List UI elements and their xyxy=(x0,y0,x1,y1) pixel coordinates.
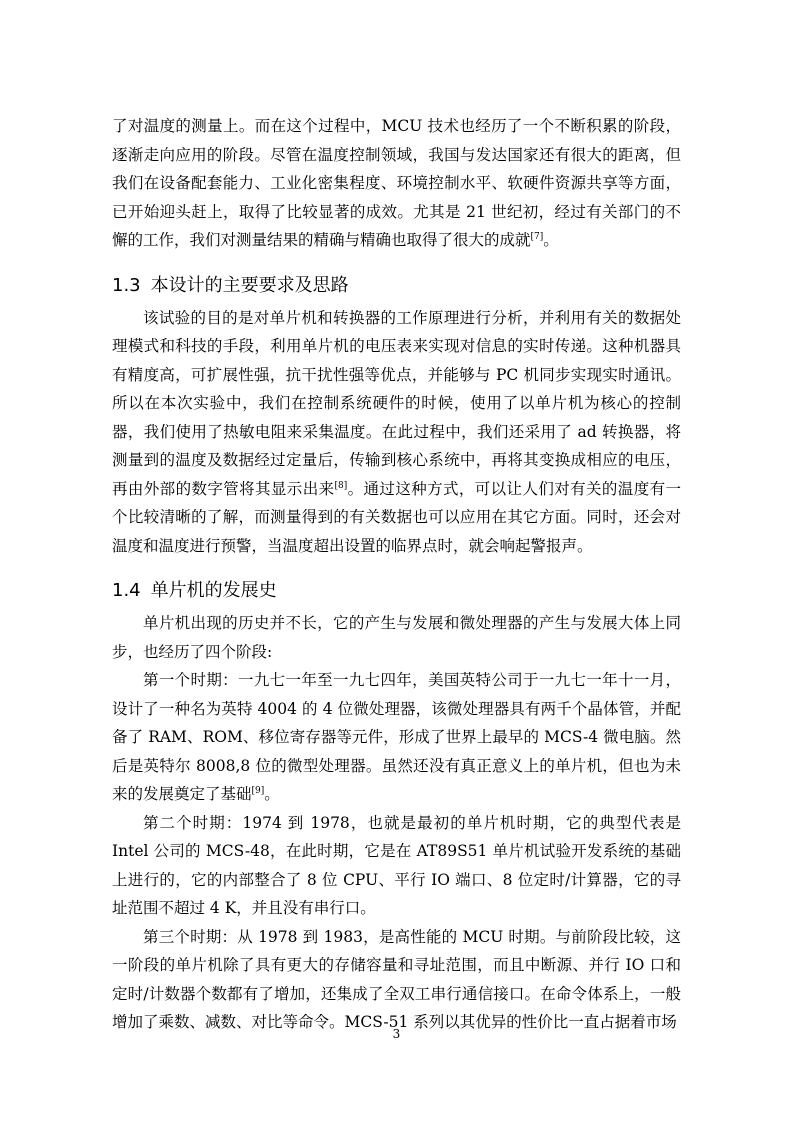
section-number: 1.4 xyxy=(112,580,141,601)
citation-9: [9] xyxy=(251,785,265,796)
section-title: 本设计的主要要求及思路 xyxy=(150,274,349,296)
history-intro-paragraph: 单片机出现的历史并不长，它的产生与发展和微处理器的产生与发展大体上同步，也经历了四个阶段: xyxy=(112,614,681,661)
citation-7: [7] xyxy=(530,231,544,242)
second-period-paragraph: 第二个时期：1974 到 1978，也就是最初的单片机时期，它的典型代表是 Intel 公司的 MCS-48，在此时期，它是在 AT89S51 单片机试验开发系统的基础上进行的，它的内部整合了 8 位 CPU、平行 IO 端口、8 位定时/计算器，它的寻址范围不超过 4 K，并且没有串行口。 xyxy=(112,813,681,917)
design-requirements-paragraph: 该试验的目的是对单片机和转换器的工作原理进行分析，并利用有关的数据处理模式和科技的手段，利用单片机的电压表来实现对信息的实时传递。这种机器具有精度高，可扩展性强，抗干扰性强等优点，并能够与 PC 机同步实现实时通讯。所以在本次实验中，我们在控制系统硬件的时候，使用了以单片机为核心的控制器，我们使用了热敏电阻来采集温度。在此过程中，我们还采用了 ad 转换器，将测量到的温度及数据经过定量后，传输到核心系统中，再将其变换成相应的电压，再由外部的数字管将其显示出来[8]。通过这种方式，可以让人们对有关的温度有一个比较清晰的了解，而测量得到的有关数据也可以应用在其它方面。同时，还会对温度和温度进行预警，当温度超出设置的临界点时，就会响起警报声。 xyxy=(112,308,681,555)
page-number: 3 xyxy=(392,1027,401,1041)
section-number: 1.3 xyxy=(112,274,141,296)
section-heading-1-4 xyxy=(112,577,681,605)
first-period-paragraph: 第一个时期：一九七一年至一九七四年，美国英特公司于一九七一年十一月，设计了一种名为英特 4004 的 4 位微处理器，该微处理器具有两千个晶体管，并配备了 RAM、ROM、移位寄存器等元件，形成了世界上最早的 MCS-4 微电脑。然后是英特尔 8008,8 位的微型处理器。虽然还没有真正意义上的单片机，但也为未来的发展奠定了基础[9]。 xyxy=(112,671,681,803)
section-heading-1-3 xyxy=(112,272,681,300)
citation-8: [8] xyxy=(334,480,348,491)
page-body xyxy=(112,112,681,1037)
third-period-paragraph: 第三个时期：从 1978 到 1983，是高性能的 MCU 时期。与前阶段比较，这一阶段的单片机除了具有更大的存储容量和寻址范围，而且中断源、并行 IO 口和定时/计数器个数都有了增加，还集成了全双工串行通信接口。在命令体系上，一般增加了乘数、减数、对比等命令。MCS-51 系列以其优异的性价比一直占据着市场 xyxy=(112,927,681,1031)
section-title: 单片机的发展史 xyxy=(150,580,277,601)
intro-paragraph: 了对温度的测量上。而在这个过程中，MCU 技术也经历了一个不断积累的阶段，逐渐走向应用的阶段。尽管在温度控制领域，我国与发达国家还有很大的距离，但我们在设备配套能力、工业化密集程度、环境控制水平、软硬件资源共享等方面，已开始迎头赶上，取得了比较显著的成效。尤其是 21 世纪初，经过有关部门的不懈的工作，我们对测量结果的精确与精确也取得了很大的成就[7]。 xyxy=(112,117,681,249)
